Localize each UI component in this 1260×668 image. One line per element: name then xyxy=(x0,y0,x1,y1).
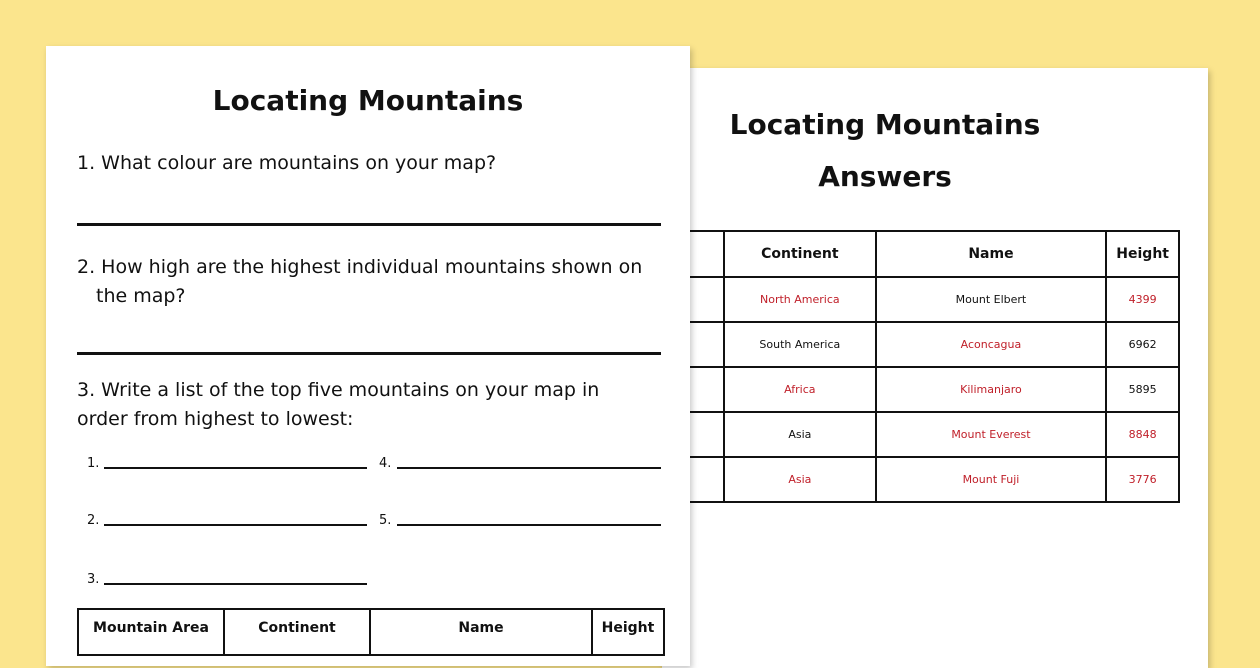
worksheet-title: Locating Mountains xyxy=(212,84,524,117)
header-mountain-area: Mountain Area xyxy=(78,609,224,655)
name-cell: Aconcagua xyxy=(876,322,1107,367)
answer-sheet-title: Locating Mountains xyxy=(729,108,1041,141)
height-cell: 4399 xyxy=(1106,277,1179,322)
list-number-4: 4. xyxy=(379,456,392,471)
name-cell: Mount Everest xyxy=(876,412,1107,457)
continent-cell: Asia xyxy=(724,412,876,457)
worksheet-table xyxy=(77,608,665,656)
list-blank-1[interactable] xyxy=(104,467,367,469)
height-cell: 6962 xyxy=(1106,322,1179,367)
height-cell: 8848 xyxy=(1106,412,1179,457)
list-number-5: 5. xyxy=(379,513,392,528)
header-name: Name xyxy=(876,231,1107,277)
name-cell: Kilimanjaro xyxy=(876,367,1107,412)
list-number-1: 1. xyxy=(87,456,100,471)
list-number-3: 3. xyxy=(87,572,100,587)
continent-cell: Africa xyxy=(724,367,876,412)
list-blank-5[interactable] xyxy=(397,524,661,526)
header-continent: Continent xyxy=(224,609,370,655)
table-row xyxy=(643,412,1179,457)
header-height: Height xyxy=(1106,231,1179,277)
list-blank-2[interactable] xyxy=(104,524,367,526)
continent-cell: South America xyxy=(724,322,876,367)
name-cell: Mount Elbert xyxy=(876,277,1107,322)
continent-cell: Asia xyxy=(724,457,876,502)
answer-line-1[interactable] xyxy=(77,223,661,226)
height-cell: 5895 xyxy=(1106,367,1179,412)
question-3 xyxy=(77,376,667,434)
name-cell: Mount Fuji xyxy=(876,457,1107,502)
question-3-line-1: 3. Write a list of the top five mountains on your map in xyxy=(77,379,600,401)
worksheet-table-header-row xyxy=(78,609,664,655)
question-2-line-2: the map? xyxy=(96,285,186,307)
question-3-line-2: order from highest to lowest: xyxy=(77,408,354,430)
question-2-line-1: 2. How high are the highest individual mountains shown on xyxy=(77,256,643,278)
question-1: 1. What colour are mountains on your map? xyxy=(77,152,497,174)
answer-sheet xyxy=(662,68,1208,668)
header-continent: Continent xyxy=(724,231,876,277)
height-cell: 3776 xyxy=(1106,457,1179,502)
continent-cell: North America xyxy=(724,277,876,322)
answer-sheet-subtitle: Answers xyxy=(818,160,952,193)
table-row xyxy=(643,277,1179,322)
header-name: Name xyxy=(370,609,592,655)
question-2 xyxy=(77,253,667,311)
table-row xyxy=(643,367,1179,412)
header-height: Height xyxy=(592,609,664,655)
table-row xyxy=(643,457,1179,502)
worksheet-sheet xyxy=(46,46,690,666)
list-blank-3[interactable] xyxy=(104,583,367,585)
answer-table xyxy=(642,230,1180,503)
table-row xyxy=(643,322,1179,367)
answer-line-2[interactable] xyxy=(77,352,661,355)
answer-table-header-row xyxy=(643,231,1179,277)
list-number-2: 2. xyxy=(87,513,100,528)
list-blank-4[interactable] xyxy=(397,467,661,469)
